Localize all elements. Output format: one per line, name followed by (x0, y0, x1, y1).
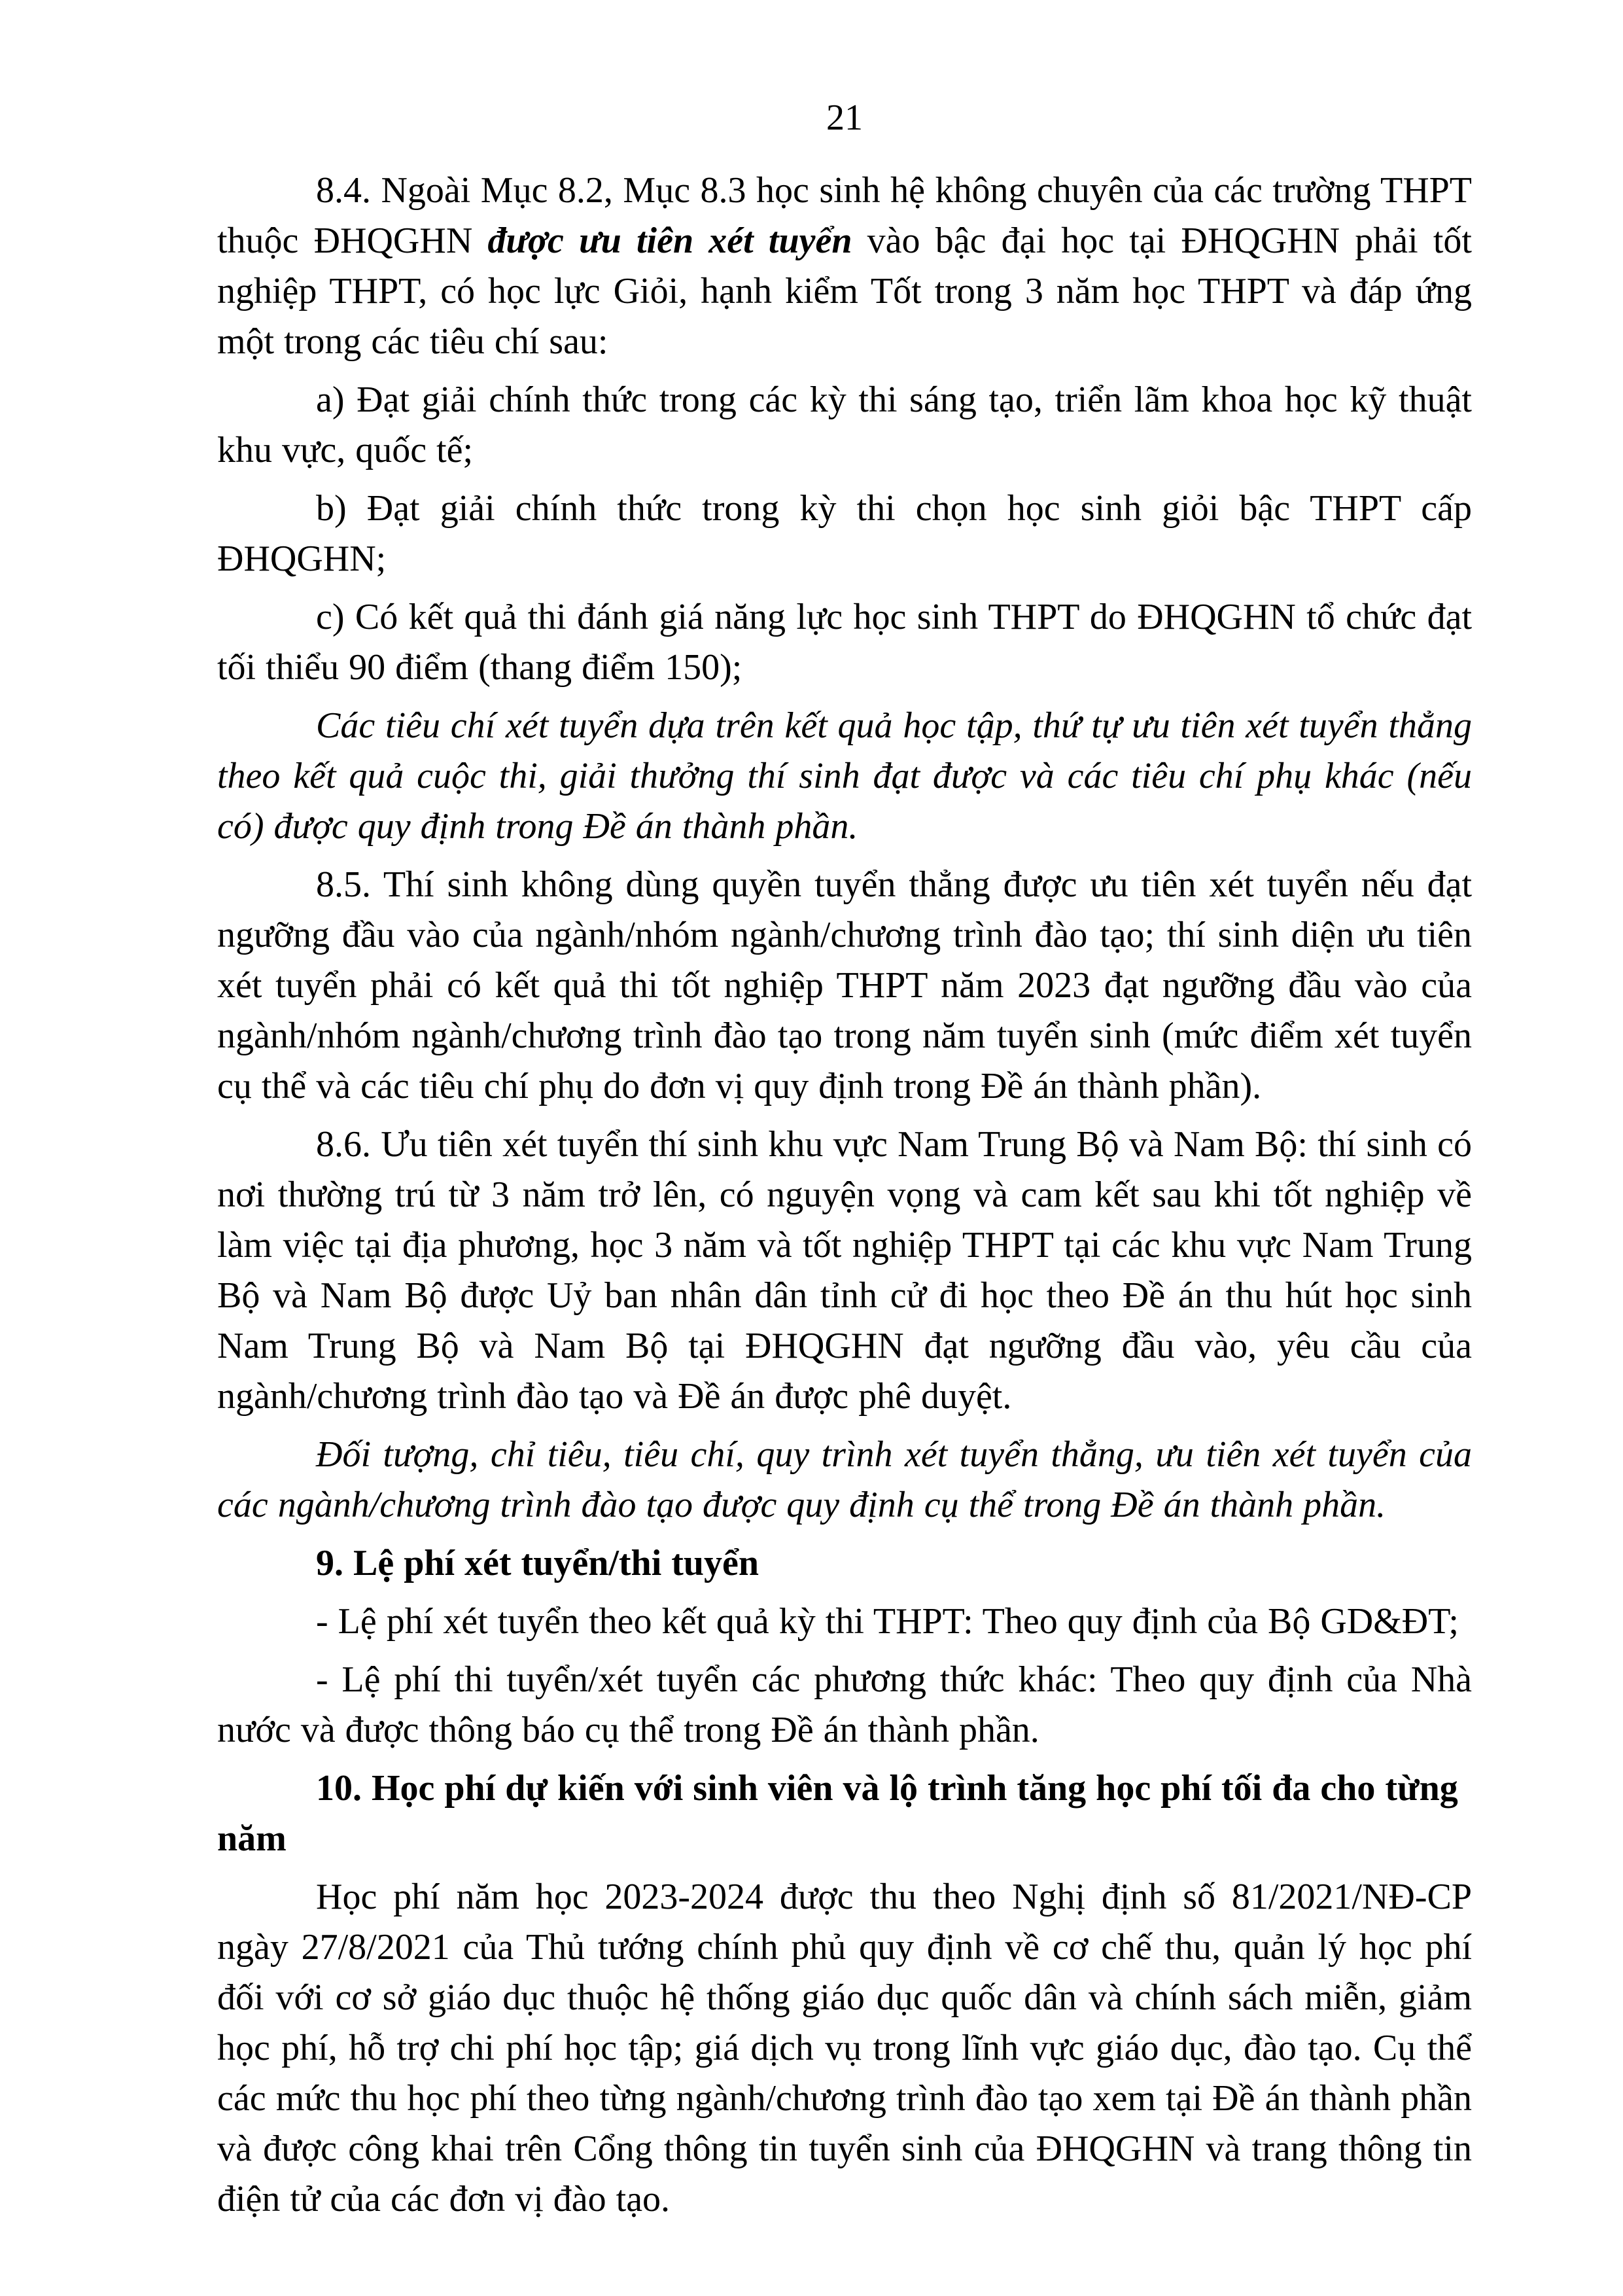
criterion-b (217, 484, 1472, 584)
text-run-normal: - Lệ phí thi tuyển/xét tuyển các phương thức khác: Theo quy định của Nhà nước và được thông báo cụ thể trong Đề án thành phần. (217, 1659, 1472, 1750)
section-8-4 (217, 166, 1472, 367)
text-run-normal: b) Đạt giải chính thức trong kỳ thi chọn học sinh giỏi bậc THPT cấp ĐHQGHN; (217, 488, 1472, 579)
section-8-5 (217, 860, 1472, 1112)
criterion-c (217, 592, 1472, 693)
note-priority-admission (217, 1430, 1472, 1530)
criterion-a (217, 375, 1472, 476)
text-run-bold-italic: được ưu tiên xét tuyển (487, 221, 852, 261)
fee-item-thpt (217, 1597, 1472, 1647)
document-body (217, 166, 1472, 2225)
section-8-6 (217, 1120, 1472, 1422)
heading-10-tuition (217, 1763, 1472, 1864)
note-admission-criteria (217, 701, 1472, 852)
text-run-italic: Đối tượng, chỉ tiêu, tiêu chí, quy trình xét tuyển thẳng, ưu tiên xét tuyển của các ngành/chương trình đào tạo được quy định cụ thể trong Đề án thành phần. (217, 1434, 1472, 1525)
text-run-normal: vào bậc đại học tại ĐHQGHN phải tốt nghiệp THPT, có học lực Giỏi, hạnh kiểm Tốt trong 3 năm học THPT và đáp ứng một trong các tiêu chí sau: (217, 221, 1472, 362)
text-run-normal: 8.5. Thí sinh không dùng quyền tuyển thẳng được ưu tiên xét tuyển nếu đạt ngưỡng đầu vào của ngành/nhóm ngành/chương trình đào tạo; thí sinh diện ưu tiên xét tuyển phải có kết quả thi tốt nghiệp THPT năm 2023 đạt ngưỡng đầu vào của ngành/nhóm ngành/chương trình đào tạo trong năm tuyển sinh (mức điểm xét tuyển cụ thể và các tiêu chí phụ do đơn vị quy định trong Đề án thành phần). (217, 864, 1472, 1106)
text-run-normal: Học phí năm học 2023-2024 được thu theo Nghị định số 81/2021/NĐ-CP ngày 27/8/2021 của Thủ tướng chính phủ quy định về cơ chế thu, quản lý học phí đối với cơ sở giáo dục thuộc hệ thống giáo dục quốc dân và chính sách miễn, giảm học phí, hỗ trợ chi phí học tập; giá dịch vụ trong lĩnh vực giáo dục, đào tạo. Cụ thể các mức thu học phí theo từng ngành/chương trình đào tạo xem tại Đề án thành phần và được công khai trên Cổng thông tin tuyển sinh của ĐHQGHN và trang thông tin điện tử của các đơn vị đào tạo. (217, 1877, 1472, 2219)
text-run-italic: Các tiêu chí xét tuyển dựa trên kết quả học tập, thứ tự ưu tiên xét tuyển thẳng theo kết quả cuộc thi, giải thưởng thí sinh đạt được và các tiêu chí phụ khác (nếu có) được quy định trong Đề án thành phần. (217, 705, 1472, 847)
text-run-bold: 10. Học phí dự kiến với sinh viên và lộ trình tăng học phí tối đa cho từng năm (217, 1768, 1458, 1859)
tuition-paragraph (217, 1872, 1472, 2225)
text-run-bold: 9. Lệ phí xét tuyển/thi tuyển (316, 1543, 759, 1583)
text-run-normal: 8.4. Ngoài Mục 8.2, Mục 8.3 học sinh hệ không chuyên của các trường THPT thuộc ĐHQGHN (217, 170, 1472, 261)
text-column (217, 93, 1472, 2233)
page-number: 21 (826, 97, 863, 138)
text-run-normal: - Lệ phí xét tuyển theo kết quả kỳ thi THPT: Theo quy định của Bộ GD&ĐT; (316, 1601, 1459, 1642)
text-run-normal: 8.6. Ưu tiên xét tuyển thí sinh khu vực Nam Trung Bộ và Nam Bộ: thí sinh có nơi thường trú từ 3 năm trở lên, có nguyện vọng và cam kết sau khi tốt nghiệp về làm việc tại địa phương, học 3 năm và tốt nghiệp THPT tại các khu vực Nam Trung Bộ và Nam Bộ được Uỷ ban nhân dân tỉnh cử đi học theo Đề án thu hút học sinh Nam Trung Bộ và Nam Bộ tại ĐHQGHN đạt ngưỡng đầu vào, yêu cầu của ngành/chương trình đào tạo và Đề án được phê duyệt. (217, 1124, 1472, 1417)
text-run-normal: c) Có kết quả thi đánh giá năng lực học sinh THPT do ĐHQGHN tổ chức đạt tối thiểu 90 điểm (thang điểm 150); (217, 597, 1472, 688)
heading-9-fees (217, 1538, 1472, 1589)
text-run-normal: a) Đạt giải chính thức trong các kỳ thi sáng tạo, triển lãm khoa học kỹ thuật khu vực, quốc tế; (217, 380, 1472, 470)
fee-item-other (217, 1655, 1472, 1756)
